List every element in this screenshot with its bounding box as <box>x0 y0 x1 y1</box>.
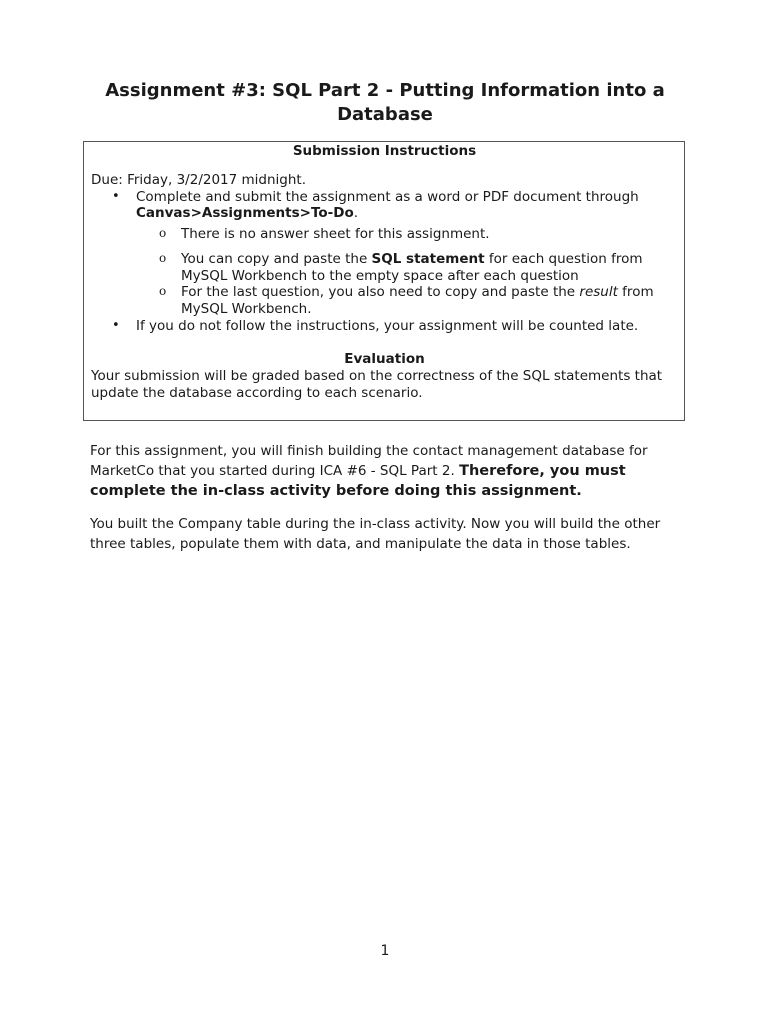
instruction-list <box>91 189 678 335</box>
evaluation-heading: Evaluation <box>344 351 425 368</box>
sql-statement-bold: SQL statement <box>371 250 485 267</box>
submission-heading: Submission Instructions <box>292 143 477 159</box>
document-title: Assignment #3: SQL Part 2 - Putting Information into a Database <box>105 80 665 125</box>
due-date: Due: Friday, 3/2/2017 midnight. <box>91 172 307 188</box>
sub1-text: There is no answer sheet for this assignment. <box>181 226 490 243</box>
sub2-prefix: You can copy and paste the <box>181 250 372 267</box>
intro-text: For this assignment, you will finish building the contact management database for MarketCo that you started during ICA #6 - SQL Part 2. <box>90 443 648 479</box>
sub3-prefix: For the last question, you also need to copy and paste the <box>181 284 580 301</box>
list-item <box>91 318 678 335</box>
intro-bold-text: Therefore, you must complete the in-class activity before doing this assignment. <box>90 463 626 499</box>
sub3-suffix: from MySQL Workbench. <box>181 284 654 317</box>
sub2-suffix: for each question from MySQL Workbench to the empty space after each question <box>181 250 643 284</box>
bullet1-text: Complete and submit the assignment as a word or PDF document through <box>136 188 639 205</box>
result-italic: result <box>579 284 618 301</box>
sub-list-item <box>136 251 678 284</box>
canvas-path: Canvas>Assignments>To-Do <box>136 205 354 222</box>
page-number: 1 <box>380 943 390 959</box>
sub-list-item <box>136 284 678 317</box>
bullet2-text: If you do not follow the instructions, your assignment will be counted late. <box>136 317 639 334</box>
list-item <box>91 189 678 318</box>
intro-paragraph <box>90 441 690 501</box>
sub-list <box>136 226 678 318</box>
bullet1-suffix: . <box>353 205 359 222</box>
sub-list-item <box>136 226 678 243</box>
instructions-box <box>83 141 685 421</box>
evaluation-text: Your submission will be graded based on the correctness of the SQL statements that update the database according to each scenario. <box>91 368 663 401</box>
tables-paragraph: You built the Company table during the in-class activity. Now you will build the other three tables, populate them with data, and manipulate the data in those tables. <box>90 516 661 552</box>
